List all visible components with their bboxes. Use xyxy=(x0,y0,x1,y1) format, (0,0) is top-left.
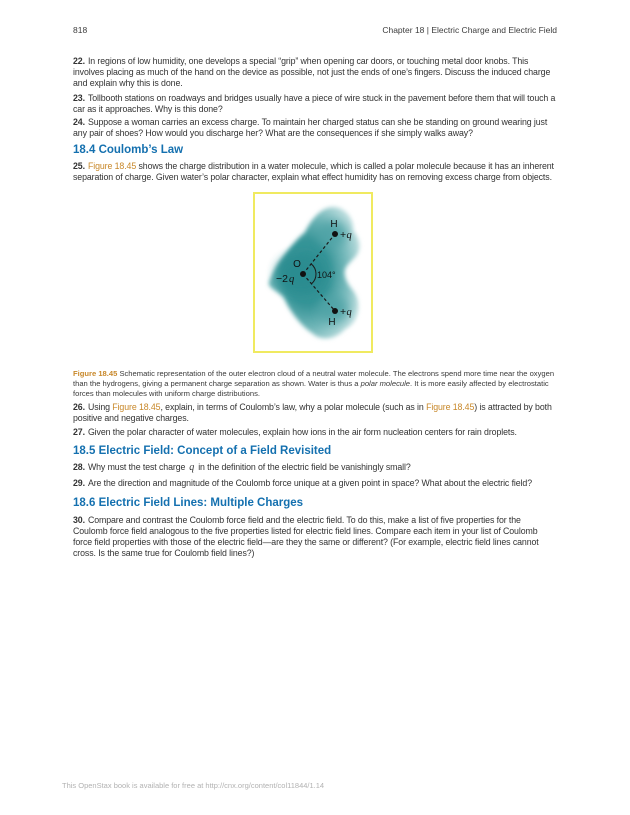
question-27 xyxy=(73,427,557,438)
question-28-number: 28. xyxy=(73,462,85,472)
question-24-number: 24. xyxy=(73,117,85,127)
question-23 xyxy=(73,93,557,115)
hydrogen-bottom-dot xyxy=(332,308,338,314)
question-24-text: Suppose a woman carries an excess charge. To maintain her charged status can she be standing on ground wearing just any pair of shoes? How would you discharge her? What are the consequences if she simply walks away? xyxy=(73,117,548,138)
bond-angle-label: 104° xyxy=(317,270,336,280)
oxygen-label: O xyxy=(293,259,301,270)
question-27-number: 27. xyxy=(73,427,85,437)
charge-top-sign: + xyxy=(340,229,347,241)
question-22-text: In regions of low humidity, one develops a special “grip” when opening car doors, or touching metal door knobs. This involves placing as much of the hand on the device as possible, not just the ends of one’s fingers. Discuss the induced charge and explain why this is done. xyxy=(73,56,551,88)
test-charge-symbol: q xyxy=(189,462,195,473)
caption-figure-label: Figure 18.45 xyxy=(73,368,118,378)
caption-text-1: Schematic representation of the outer electron cloud of a neutral water molecule. The electrons spend more time near the oxygen than the hydrogens, giving a permanent charge separation as shown. Water is thus a xyxy=(73,368,555,388)
running-head: Chapter 18 | Electric Charge and Electric Field xyxy=(382,25,557,35)
figure-reference-link[interactable]: Figure 18.45 xyxy=(112,401,161,412)
caption-text-2: . It is more easily affected by electrostatic forces than molecules with uniform charge distributions. xyxy=(73,378,549,398)
question-29-text: Are the direction and magnitude of the Coulomb force unique at a given point in space? What about the electric field? xyxy=(87,478,533,488)
question-25-text: shows the charge distribution in a water molecule, which is called a polar molecule because it has an inherent separation of charge. Given water’s polar character, explain what effect humidity has on removing excess charge from objects. xyxy=(73,160,554,182)
section-heading-18-6: 18.6 Electric Field Lines: Multiple Charges xyxy=(73,496,304,509)
page-header xyxy=(73,25,557,35)
question-28-text-pre: Why must the test charge xyxy=(87,462,186,472)
charge-bottom-sign: + xyxy=(340,306,347,318)
charge-bottom-q: q xyxy=(346,307,352,318)
page-number: 818 xyxy=(73,25,88,35)
section-heading-18-4: 18.4 Coulomb’s Law xyxy=(73,143,184,156)
question-25 xyxy=(73,161,557,183)
question-25-number: 25. xyxy=(73,160,85,171)
figure-18-45 xyxy=(253,192,373,353)
oxygen-dot xyxy=(300,271,306,277)
hydrogen-top-label: H xyxy=(330,219,338,230)
question-30-number: 30. xyxy=(73,515,85,525)
question-29 xyxy=(73,478,557,489)
question-30 xyxy=(73,515,557,559)
hydrogen-top-dot xyxy=(332,231,338,237)
question-22 xyxy=(73,56,557,89)
question-26 xyxy=(73,402,557,424)
question-27-text: Given the polar character of water molecules, explain how ions in the air form nucleation centers for rain droplets. xyxy=(87,427,517,437)
question-24 xyxy=(73,117,557,139)
question-30-text: Compare and contrast the Coulomb force field and the electric field. To do this, make a list of five properties for the Coulomb force field analogous to the five properties listed for electric field lines. Compare each item in your list of Coulomb force field properties with those of the electric field—are they the same or different? (For example, electric field lines cannot cross. Is the same true for Coulomb field lines?) xyxy=(73,515,539,558)
page-footer xyxy=(62,781,324,790)
caption-italic-term: polar molecule xyxy=(360,378,410,388)
question-28-text-post: in the definition of the electric field be vanishingly small? xyxy=(198,462,411,472)
hydrogen-bottom-label: H xyxy=(328,317,336,328)
section-heading-18-5: 18.5 Electric Field: Concept of a Field Revisited xyxy=(73,445,332,457)
question-28 xyxy=(73,462,557,473)
water-molecule-diagram xyxy=(255,194,371,351)
charge-top-q: q xyxy=(346,230,352,241)
question-23-text: Tollbooth stations on roadways and bridges usually have a piece of wire stuck in the pavement before them that will touch a car as it approaches. Why is this done? xyxy=(73,93,556,114)
charge-oxygen-q: q xyxy=(289,274,295,285)
question-26-text-mid: , explain, in terms of Coulomb’s law, why a polar molecule (such as in xyxy=(160,401,427,412)
question-29-number: 29. xyxy=(73,478,85,488)
question-22-number: 22. xyxy=(73,56,85,66)
figure-reference-link[interactable]: Figure 18.45 xyxy=(87,160,137,171)
figure-reference-link[interactable]: Figure 18.45 xyxy=(426,401,475,412)
question-23-number: 23. xyxy=(73,93,85,103)
question-26-number: 26. xyxy=(73,401,85,412)
figure-caption xyxy=(73,369,557,399)
footer-note: This OpenStax book is available for free at http://cnx.org/content/col11844/1.14 xyxy=(62,781,325,790)
question-26-text-post: ) is attracted by both positive and negative charges. xyxy=(73,401,552,423)
charge-oxygen-sign: −2 xyxy=(276,273,288,285)
question-26-text-pre: Using xyxy=(87,401,113,412)
